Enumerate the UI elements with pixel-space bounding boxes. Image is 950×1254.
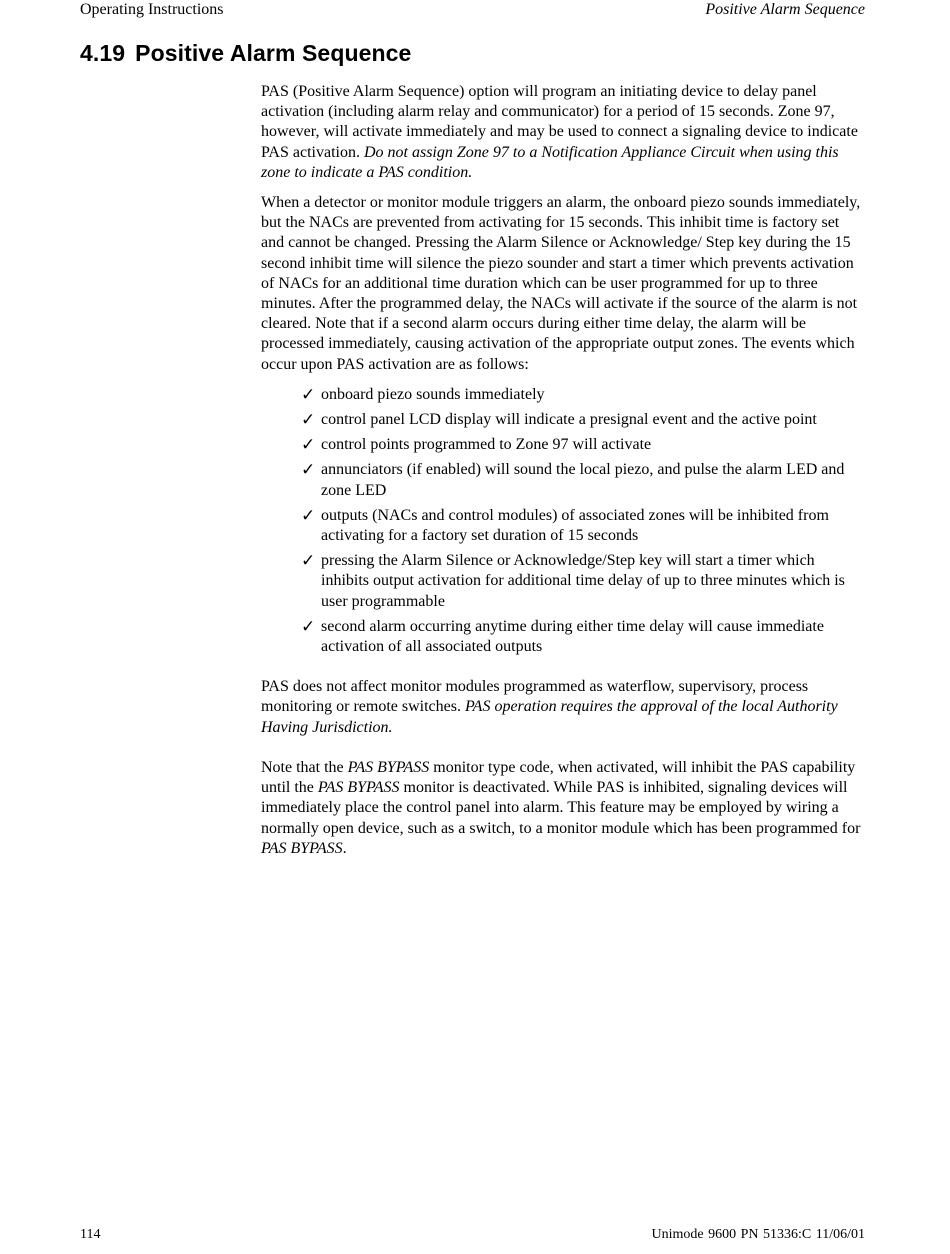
checklist-item <box>301 551 866 612</box>
checklist-item-text: control panel LCD display will indicate a presignal event and the active point <box>321 411 817 429</box>
paragraph-pas-intro-text: PAS (Positive Alarm Sequence) option will program an initiating device to delay panel activation (including alarm relay and communicator) for a period of 15 seconds. Zone 97, however, will activate immediately and may be used to connect a signaling device to indicate PAS activation. <box>261 83 858 161</box>
check-mark-icon: ✓ <box>301 460 316 481</box>
pas-bypass-text-a: Note that the <box>261 758 344 776</box>
page-number: 114 <box>80 1227 101 1242</box>
pas-bypass-term: PAS BYPASS <box>317 779 400 797</box>
check-mark-icon: ✓ <box>301 551 316 572</box>
check-mark-icon: ✓ <box>301 435 316 456</box>
check-mark-icon: ✓ <box>301 384 316 405</box>
running-header-left: Operating Instructions <box>80 1 224 18</box>
checklist-item <box>301 435 866 456</box>
checklist-item <box>301 410 866 431</box>
checklist-item <box>301 460 866 500</box>
checklist-item-text: second alarm occurring anytime during either time delay will cause immediate activation of all associated outputs <box>321 617 824 656</box>
paragraph-monitor-modules-text: PAS does not affect monitor modules programmed as waterflow, supervisory, process monitoring or remote switches. <box>261 678 809 716</box>
running-header-right: Positive Alarm Sequence <box>705 1 865 18</box>
paragraph-alarm-sequence: When a detector or monitor module triggers an alarm, the onboard piezo sounds immediately, but the NACs are prevented from activating for 15 seconds. This inhibit time is factory set and cannot be changed. Pressing the Alarm Silence or Acknowledge/ Step key during the 15 second inhibit time will silence the piezo sounder and start a timer which prevents activation of NACs for an additional time duration which can be user programmed for up to three minutes. After the programmed delay, the NACs will activate if the source of the alarm is not cleared. Note that if a second alarm occurs during either time delay, the alarm will be processed immediately, causing activation of the appropriate output zones. The events which occur upon PAS activation are as follows: <box>261 194 861 373</box>
document-id: Unimode 9600 PN 51336:C 11/06/01 <box>651 1227 865 1242</box>
checklist-item-text: control points programmed to Zone 97 will activate <box>321 436 652 454</box>
paragraph-pas-intro <box>261 82 866 183</box>
pas-bypass-text-c: monitor is deactivated. While PAS is inhibited, signaling devices will immediately place the control panel into alarm. This feature may be employed by wiring a normally open device, such as a switch, to a monitor module which has been programmed for <box>261 779 861 837</box>
paragraph-monitor-modules <box>261 677 866 738</box>
section-number: 4.19 <box>80 40 126 66</box>
check-mark-icon: ✓ <box>301 410 316 431</box>
pas-events-checklist <box>261 385 866 657</box>
checklist-item-text: annunciators (if enabled) will sound the local piezo, and pulse the alarm LED and zone LED <box>321 461 845 499</box>
check-mark-icon: ✓ <box>301 616 316 637</box>
pas-bypass-text-b: monitor type code, when activated, will inhibit the PAS capability until the <box>261 758 856 797</box>
checklist-item-text: onboard piezo sounds immediately <box>321 385 545 403</box>
pas-bypass-term: PAS BYPASS <box>347 758 430 776</box>
ahj-approval-note: PAS operation requires the approval of the local Authority Having Jurisdiction. <box>261 698 838 736</box>
checklist-item-text: pressing the Alarm Silence or Acknowledge/Step key will start a timer which inhibits output activation for additional time delay of up to three minutes which is user programmable <box>321 552 845 610</box>
checklist-item <box>301 505 866 546</box>
pas-bypass-term: PAS BYPASS <box>261 839 343 857</box>
checklist-item <box>301 616 866 657</box>
paragraph-pas-bypass <box>261 758 866 859</box>
checklist-item-text: outputs (NACs and control modules) of associated zones will be inhibited from activating for a factory set duration of 15 seconds <box>321 506 829 545</box>
zone97-warning-note: Do not assign Zone 97 to a Notification Appliance Circuit when using this zone to indicate a PAS condition. <box>261 143 839 181</box>
section-title: Positive Alarm Sequence <box>135 40 412 66</box>
check-mark-icon: ✓ <box>301 505 316 526</box>
pas-bypass-text-end: . <box>342 839 347 857</box>
checklist-item <box>301 384 866 405</box>
body-text <box>261 82 866 869</box>
section-heading <box>80 40 411 67</box>
